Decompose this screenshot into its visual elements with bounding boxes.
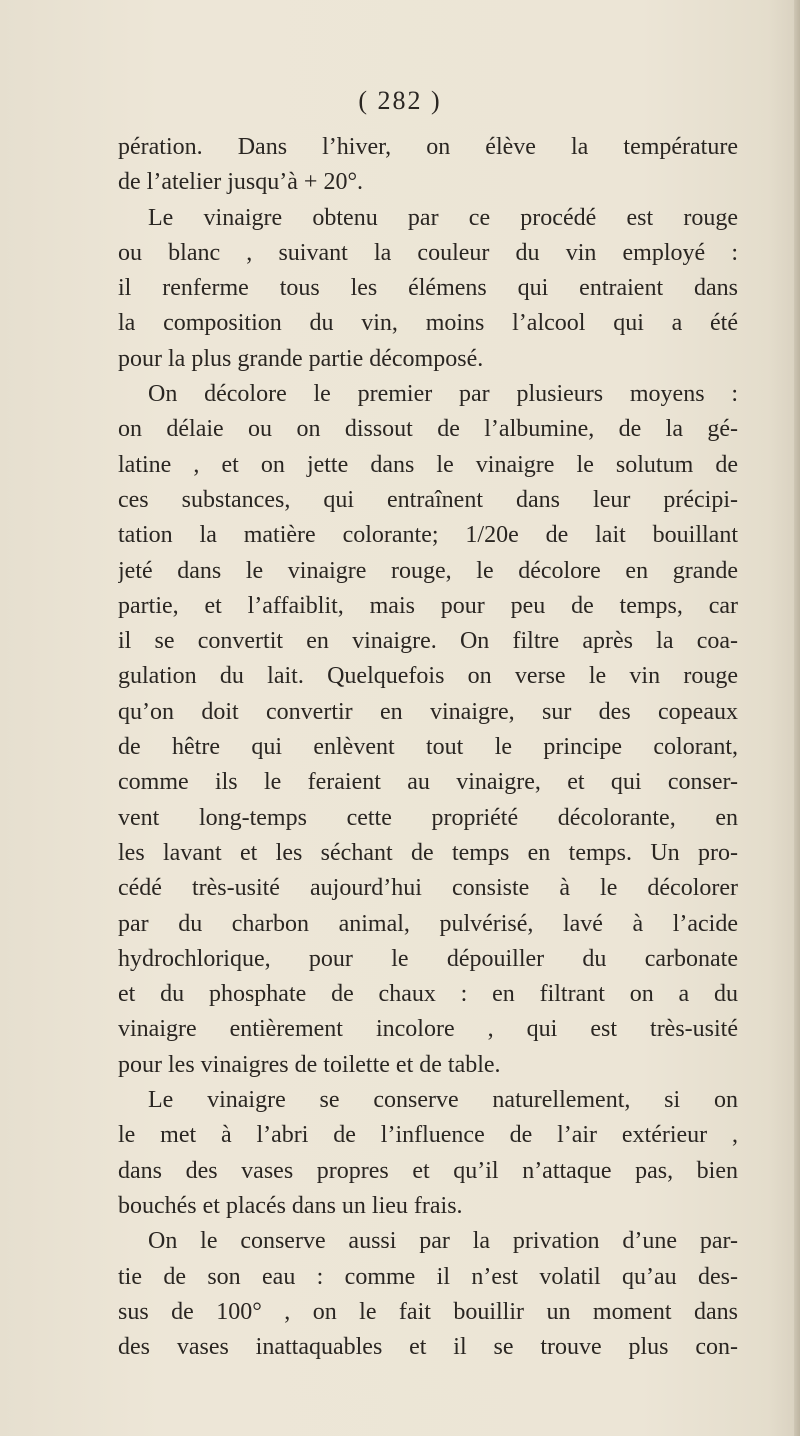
text-line: On décolore le premier par plusieurs moyens : [148, 381, 738, 408]
text-line: qu’on doit convertir en vinaigre, sur des copeaux [118, 698, 738, 725]
text-line: cédé très-usité aujourd’hui consiste à le décolorer [118, 875, 738, 902]
text-line: vinaigre entièrement incolore , qui est très-usité [118, 1016, 738, 1043]
text-line: jeté dans le vinaigre rouge, le décolore en grande [118, 557, 738, 584]
text-line: tation la matière colorante; 1/20e de lait bouillant [118, 522, 738, 549]
text-line: On le conserve aussi par la privation d’une par- [148, 1228, 738, 1255]
text-line: le met à l’abri de l’influence de l’air extérieur , [118, 1122, 738, 1149]
page-number: ( 282 ) [358, 86, 442, 115]
text-line: hydrochlorique, pour le dépouiller du carbonate [118, 945, 738, 972]
text-line: et du phosphate de chaux : en filtrant on a du [118, 981, 738, 1008]
text-line: il renferme tous les élémens qui entraient dans [118, 275, 738, 302]
text-line: comme ils le feraient au vinaigre, et qui conser- [118, 769, 738, 796]
text-line: gulation du lait. Quelquefois on verse le vin rouge [118, 663, 738, 690]
text-line: dans des vases propres et qu’il n’attaque pas, bien [118, 1157, 738, 1184]
text-line: par du charbon animal, pulvérisé, lavé à l’acide [118, 910, 738, 937]
text-line: on délaie ou on dissout de l’albumine, de la gé- [118, 416, 738, 443]
text-line: la composition du vin, moins l’alcool qui a été [118, 310, 738, 337]
text-line: tie de son eau : comme il n’est volatil qu’au des- [118, 1263, 738, 1290]
text-line: ces substances, qui entraînent dans leur précipi- [118, 486, 738, 513]
text-line: latine , et on jette dans le vinaigre le solutum de [118, 451, 738, 478]
text-line: pour les vinaigres de toilette et de table. [118, 1051, 501, 1078]
text-line: ou blanc , suivant la couleur du vin employé : [118, 239, 738, 266]
text-line: pour la plus grande partie décomposé. [118, 345, 484, 372]
text-line: de hêtre qui enlèvent tout le principe colorant, [118, 734, 738, 761]
text-line: vent long-temps cette propriété décolorante, en [118, 804, 738, 831]
body-text [118, 130, 738, 1365]
text-line: pération. Dans l’hiver, on élève la température [118, 134, 738, 160]
text-line: Le vinaigre obtenu par ce procédé est rouge [148, 204, 738, 231]
text-line: de l’atelier jusqu’à + 20°. [118, 169, 364, 196]
text-line: bouchés et placés dans un lieu frais. [118, 1192, 463, 1219]
text-line: il se convertit en vinaigre. On filtre après la coa- [118, 628, 738, 655]
page-edge [794, 0, 800, 1436]
text-line: Le vinaigre se conserve naturellement, si on [148, 1087, 738, 1114]
text-line: partie, et l’affaiblit, mais pour peu de temps, car [118, 592, 738, 619]
text-line: sus de 100° , on le fait bouillir un moment dans [118, 1298, 738, 1325]
text-line: des vases inattaquables et il se trouve plus con- [118, 1334, 738, 1361]
text-line: les lavant et les séchant de temps en temps. Un pro- [118, 839, 738, 866]
